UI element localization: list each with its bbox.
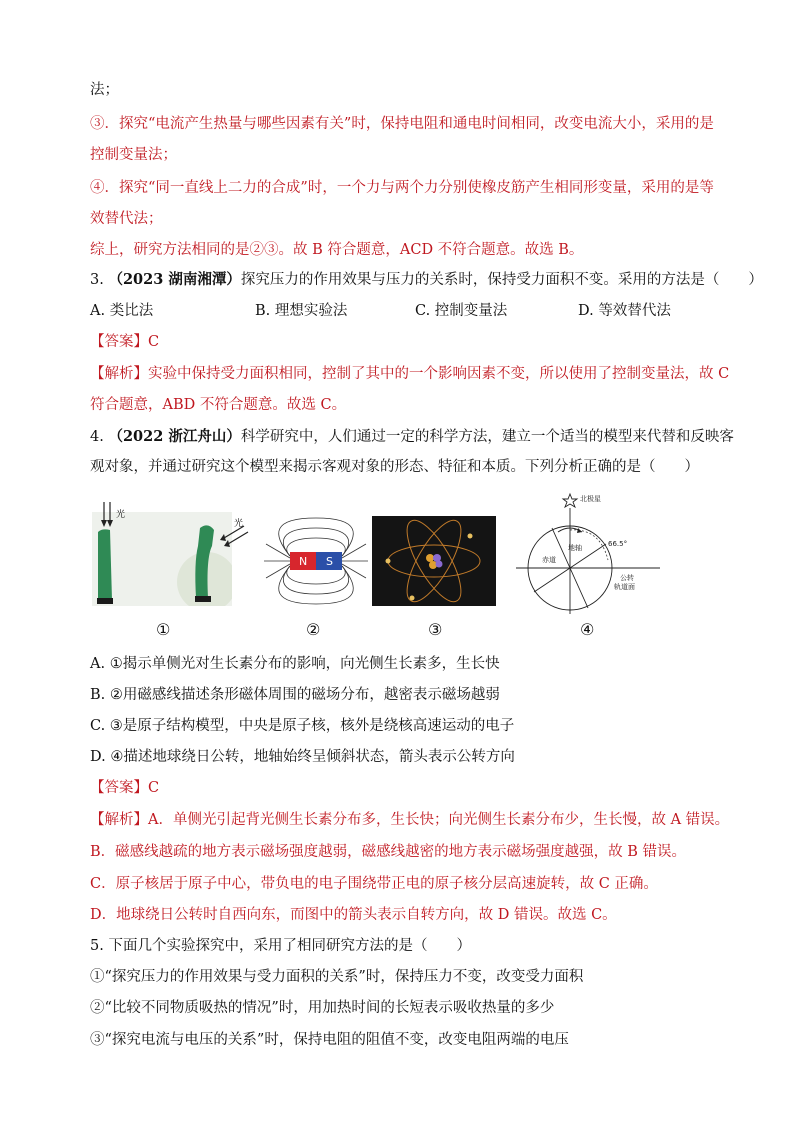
- question-number: 4.: [90, 429, 104, 445]
- magnet-field-figure: [262, 514, 370, 608]
- equator-label: 赤道: [542, 556, 556, 564]
- angle-label: 66.5°: [608, 540, 628, 548]
- option-d: D. ④描述地球绕日公转，地轴始终呈倾斜状态，箭头表示公转方向: [90, 749, 515, 765]
- question-text: 探究压力的作用效果与压力的关系时，保持受力面积不变。采用的方法是（ ）: [240, 272, 763, 288]
- text-line: 法；: [90, 82, 119, 98]
- answer-label: 【答案】: [90, 334, 148, 350]
- magnet-n-label: N: [299, 555, 308, 568]
- option-a: A. 类比法: [90, 303, 154, 319]
- question-3-analysis-cont: 符合题意，ABD 不符合题意。故选 C。: [90, 397, 347, 413]
- question-text: 科学研究中，人们通过一定的科学方法，建立一个适当的模型来代替和反映客: [240, 429, 734, 445]
- analysis-label: 【解析】: [90, 812, 148, 828]
- text-line: 控制变量法；: [90, 147, 177, 163]
- axis-label: 地轴: [568, 544, 582, 552]
- figure-label-1: ①: [156, 620, 171, 639]
- orbit-label-2: 轨道面: [614, 583, 635, 591]
- text-line: ④．探究“同一直线上二力的合成”时，一个力与两个力分别使橡皮筋产生相同形变量，采用的是等: [90, 180, 714, 196]
- magnet-s-label: S: [326, 555, 333, 568]
- analysis-line: C．原子核居于原子中心，带负电的电子围绕带正电的原子核分层高速旋转，故 C 正确。: [90, 876, 658, 892]
- figure-label-2: ②: [306, 620, 321, 639]
- option-a: A. ①揭示单侧光对生长素分布的影响，向光侧生长素多，生长快: [90, 656, 500, 672]
- answer-value: C: [148, 780, 160, 796]
- option-d: D. 等效替代法: [578, 303, 671, 319]
- analysis-line: D．地球绕日公转时自西向东，而图中的箭头表示自转方向，故 D 错误。故选 C。: [90, 907, 617, 923]
- q5-item: ①“探究压力的作用效果与受力面积的关系”时，保持压力不变，改变受力面积: [90, 969, 584, 985]
- option-b: B. 理想实验法: [255, 303, 348, 319]
- polaris-label: 北极星: [580, 495, 601, 503]
- analysis-line: B．磁感线越疏的地方表示磁场强度越弱，磁感线越密的地方表示磁场强度越强，故 B 错误。: [90, 844, 687, 860]
- option-c: C. 控制变量法: [415, 303, 508, 319]
- orbit-label-1: 公转: [620, 574, 634, 582]
- answer-value: C: [148, 334, 160, 350]
- atom-model-figure: [372, 516, 496, 606]
- question-number: 3.: [90, 272, 104, 288]
- question-3-analysis: [90, 364, 729, 384]
- question-3-answer: [90, 332, 159, 352]
- analysis-label: 【解析】: [90, 366, 148, 382]
- question-4-analysis: [90, 810, 729, 830]
- figure-label-3: ③: [428, 620, 443, 639]
- question-4-answer: [90, 778, 159, 798]
- question-4-stem-cont: 观对象，并通过研究这个模型来揭示客观对象的形态、特征和本质。下列分析正确的是（ ）: [90, 459, 699, 475]
- text-line: ③．探究“电流产生热量与哪些因素有关”时，保持电阻和通电时间相同，改变电流大小，采用的是: [90, 116, 714, 132]
- text-line: 效替代法；: [90, 211, 163, 227]
- question-5-stem: 5. 下面几个实验探究中，采用了相同研究方法的是（ ）: [90, 938, 471, 954]
- text-line: 综上，研究方法相同的是②③。故 B 符合题意，ACD 不符合题意。故选 B。: [90, 242, 584, 258]
- figure-label-4: ④: [580, 620, 595, 639]
- light-label: 光: [116, 510, 126, 520]
- q5-item: ②“比较不同物质吸热的情况”时，用加热时间的长短表示吸收热量的多少: [90, 1000, 555, 1016]
- q5-item: ③“探究电流与电压的关系”时，保持电阻的阻值不变，改变电阻两端的电压: [90, 1032, 569, 1048]
- light-arrows-side: [212, 524, 252, 548]
- earth-orbit-figure: [512, 488, 662, 616]
- option-b: B. ②用磁感线描述条形磁体周围的磁场分布，越密表示磁场越弱: [90, 687, 500, 703]
- question-source: （2023 湖南湘潭）: [108, 271, 241, 288]
- question-source: （2022 浙江舟山）: [108, 428, 241, 445]
- light-label-side: 光: [234, 519, 244, 529]
- answer-label: 【答案】: [90, 780, 148, 796]
- question-3-stem: [90, 270, 763, 290]
- question-4-stem: [90, 427, 734, 447]
- option-c: C. ③是原子结构模型，中央是原子核，核外是绕核高速运动的电子: [90, 718, 515, 734]
- analysis-text: 实验中保持受力面积相同，控制了其中的一个影响因素不变，所以使用了控制变量法，故 C: [148, 366, 730, 382]
- analysis-text: A．单侧光引起背光侧生长素分布多，生长快；向光侧生长素分布少，生长慢，故 A 错误。: [148, 812, 730, 828]
